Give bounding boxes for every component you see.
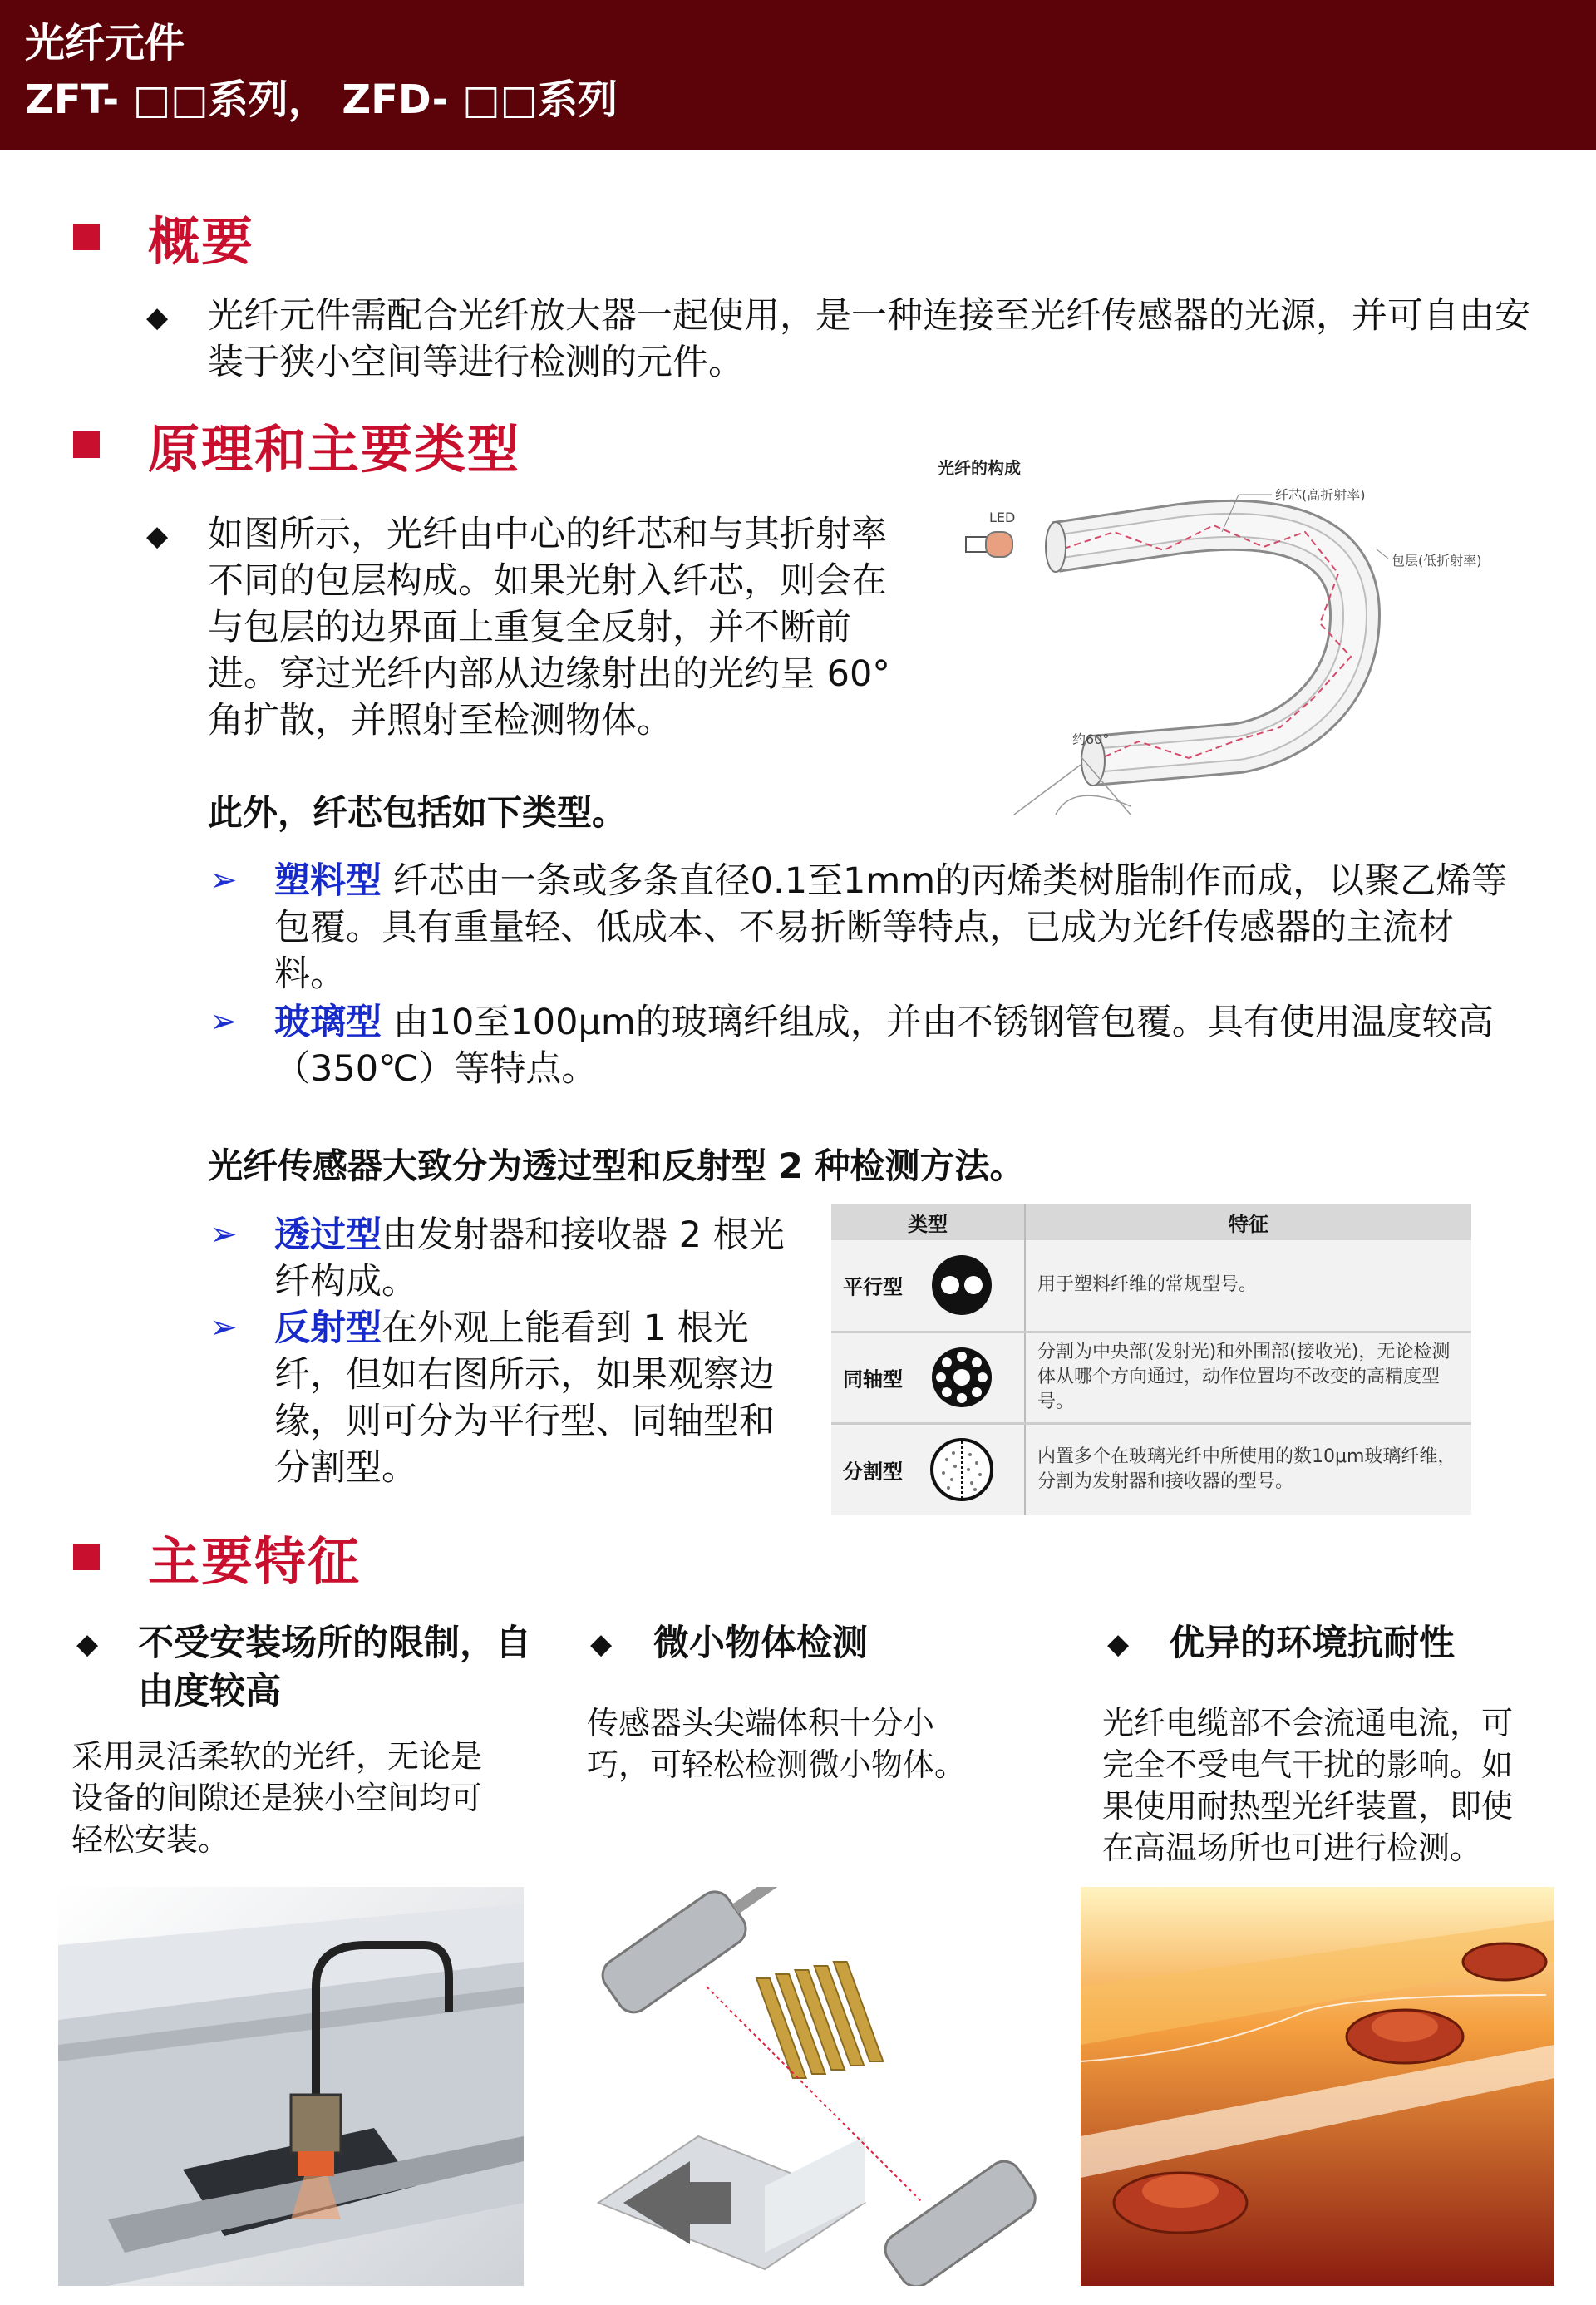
core-type-glass-term: 玻璃型 [274,1002,382,1043]
section-overview-heading [73,199,254,274]
fiber-structure-diagram [923,449,1521,815]
parallel-fiber-icon [929,1252,995,1318]
table-header-row [831,1204,1471,1240]
table-header-type: 类型 [831,1204,1025,1240]
feature-1-title: 不受安装场所的限制，自由度较高 [138,1623,531,1712]
core-type-plastic [274,858,1521,997]
feature-2-desc: 传感器头尖端体积十分小巧，可轻松检测微小物体。 [587,1705,967,1783]
led-icon [966,532,1012,557]
table-type-coaxial: 同轴型 [843,1367,903,1391]
method-through [274,1212,790,1305]
diagram-cladding-label: 包层(低折射率) [1392,553,1482,569]
diagram-title: 光纤的构成 [938,458,1021,478]
diamond-bullet-icon: ◆ [76,1628,99,1661]
method-reflect [274,1305,790,1491]
feature-1-desc: 采用灵活柔软的光纤，无论是设备的间隙还是狭小空间均可轻松安装。 [71,1738,483,1858]
section-principle-title: 原理和主要类型 [148,418,521,480]
overview-text: 光纤元件需配合光纤放大器一起使用，是一种连接至光纤传感器的光源，并可自由安装于狭小空间等进行检测的元件。 [208,295,1530,383]
section-square-icon [73,224,100,250]
reflect-types-table [831,1204,1471,1515]
section-features-title: 主要特征 [148,1530,362,1592]
principle-text: 如图所示，光纤由中心的纤芯和与其折射率不同的包层构成。如果光射入纤芯，则会在与包层的边界面上重复全反射，并不断前进。穿过光纤内部从边缘射出的光约呈 60°角扩散，并照射至检测物体。 [208,514,890,741]
section-features-heading [73,1519,361,1594]
section-square-icon [73,1544,100,1570]
diagram-angle-label: 约60° [1072,731,1110,747]
table-desc-coaxial: 分割为中央部(发射光)和外围部(接收光)，无论检测体从哪个方向通过，动作位置均不改变的高精度型号。 [1037,1342,1451,1412]
header-subtitle: ZFT- □□系列， ZFD- □□系列 [25,76,618,123]
high-temp-gears-photo [1081,1887,1554,2286]
feature-3-title: 优异的环境抗耐性 [1169,1623,1455,1664]
section-overview-title: 概要 [148,210,255,272]
arrow-bullet-icon: ➢ [209,1002,238,1041]
coaxial-fiber-icon [929,1344,995,1411]
diagram-led-label: LED [989,510,1016,525]
table-type-split: 分割型 [843,1460,903,1484]
section-principle-heading [73,407,520,482]
core-type-glass-desc: 由10至100μm的玻璃纤组成，并由不锈钢管包覆。具有使用温度较高（350℃）等特点。 [274,1002,1494,1090]
feature-2-title: 微小物体检测 [653,1623,868,1664]
method-reflect-desc: 在外观上能看到 1 根光纤，但如右图所示，如果观察边缘，则可分为平行型、同轴型和分割型。 [274,1308,775,1489]
split-fiber-icon [929,1436,995,1503]
table-desc-parallel: 用于塑料纤维的常规型号。 [1037,1274,1258,1296]
page-header [0,0,1596,150]
feature-3-desc: 光纤电缆部不会流通电流，可完全不受电气干扰的影响。如果使用耐热型光纤装置，即使在高温场所也可进行检测。 [1102,1705,1514,1866]
method-reflect-term: 反射型 [274,1308,382,1349]
table-desc-split: 内置多个在玻璃光纤中所使用的数10μm玻璃纤维，分割为发射器和接收器的型号。 [1037,1446,1456,1492]
core-type-plastic-desc: 纤芯由一条或多条直径0.1至1mm的丙烯类树脂制作而成，以聚乙烯等包覆。具有重量轻、低成本、不易折断等特点，已成为光纤传感器的主流材料。 [274,860,1508,995]
arrow-bullet-icon: ➢ [209,1215,238,1253]
method-intro: 光纤传感器大致分为透过型和反射型 2 种检测方法。 [208,1145,1025,1186]
small-object-photo [565,1887,1039,2286]
table-row [831,1332,1471,1423]
diamond-bullet-icon: ◆ [1107,1628,1130,1661]
section-square-icon [73,431,100,458]
table-row [831,1423,1471,1515]
arrow-bullet-icon: ➢ [209,861,238,899]
conveyor-sensor-photo [58,1887,524,2286]
diamond-bullet-icon: ◆ [146,301,169,334]
diamond-bullet-icon: ◆ [146,520,169,553]
core-type-plastic-term: 塑料型 [274,860,382,902]
diagram-core-label: 纤芯(高折射率) [1275,487,1366,503]
diamond-bullet-icon: ◆ [590,1628,613,1661]
method-through-desc: 由发射器和接收器 2 根光纤构成。 [274,1214,785,1303]
core-types-intro: 此外，纤芯包括如下类型。 [208,792,628,833]
table-type-parallel: 平行型 [843,1275,903,1299]
table-row [831,1240,1471,1332]
table-header-feature: 特征 [1229,1212,1268,1236]
method-through-term: 透过型 [274,1214,382,1256]
header-title: 光纤元件 [25,20,185,66]
arrow-bullet-icon: ➢ [209,1308,238,1347]
core-type-glass [274,999,1521,1092]
